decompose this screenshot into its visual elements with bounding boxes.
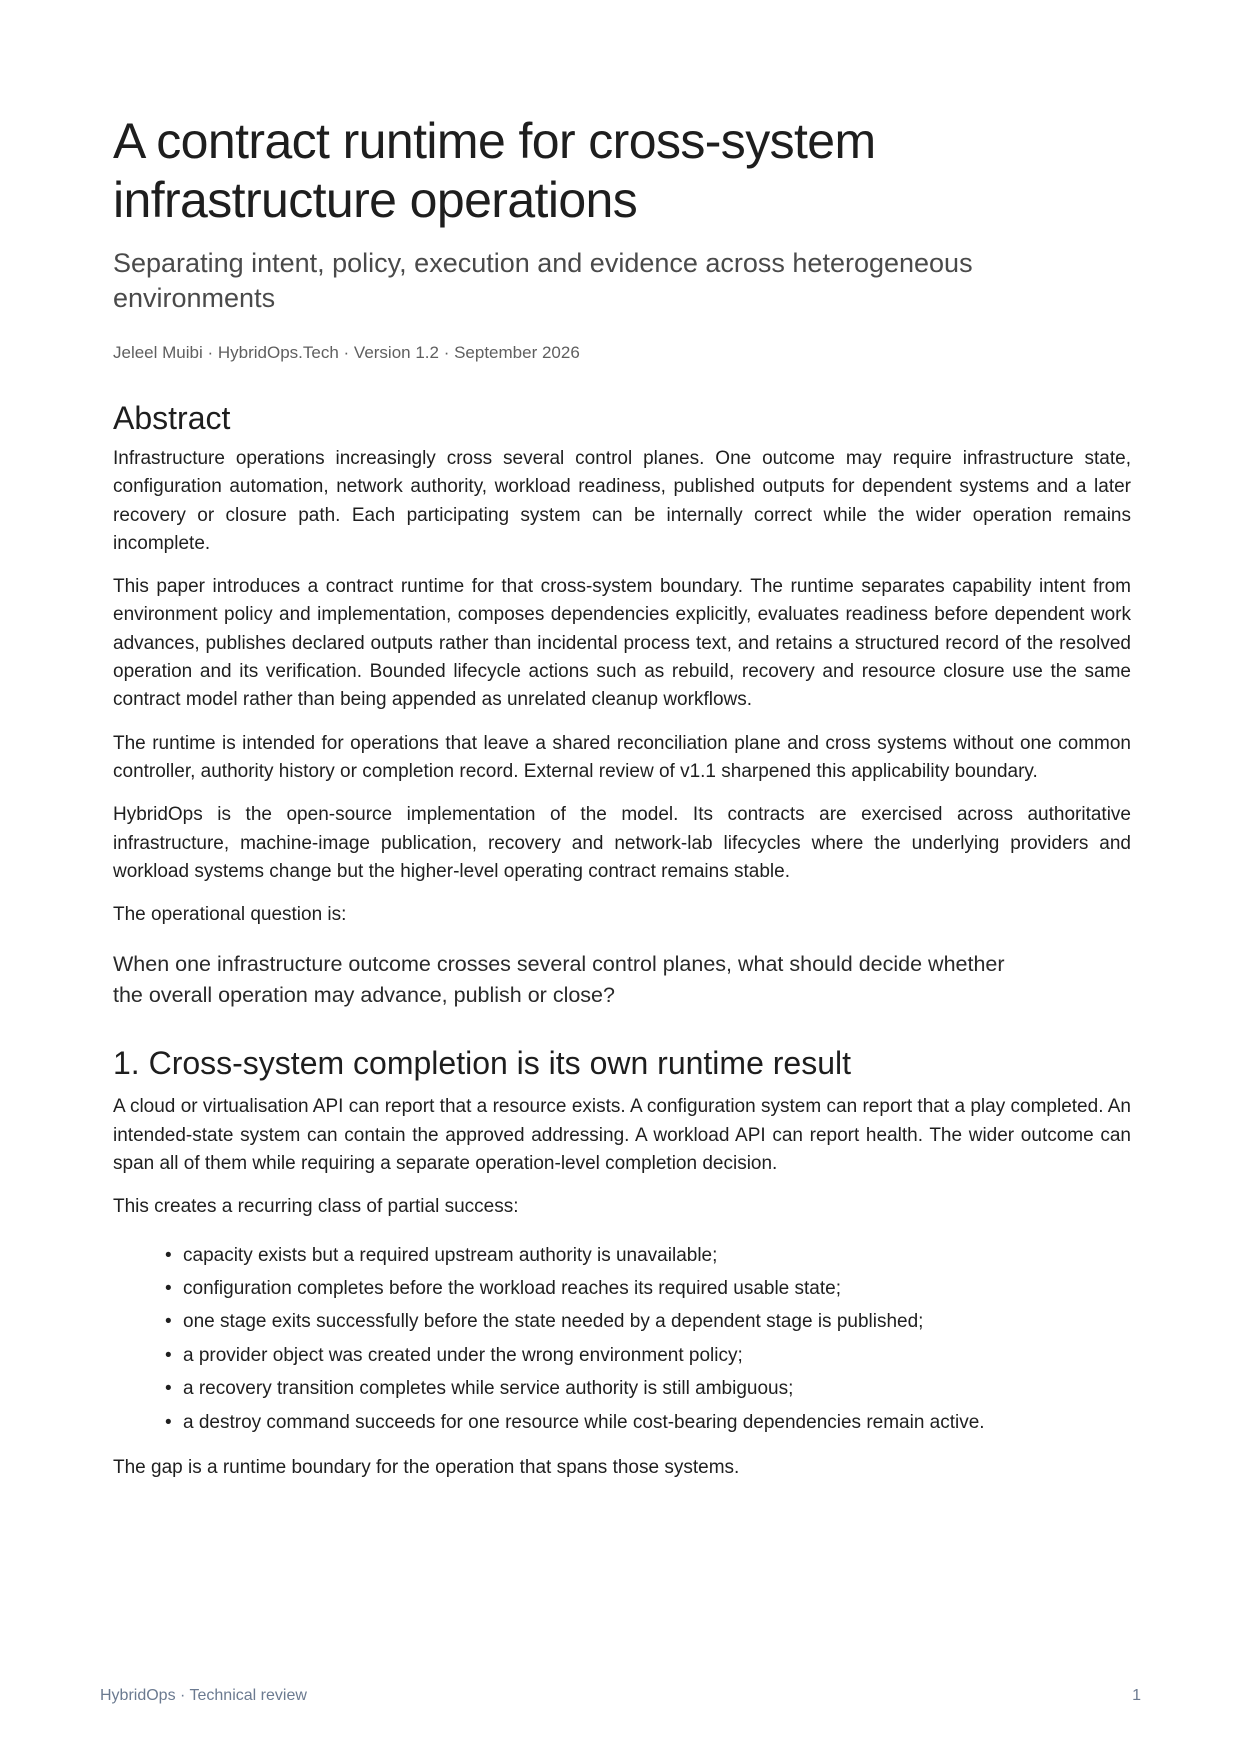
- list-item: • capacity exists but a required upstream authority is unavailable;: [165, 1239, 1131, 1272]
- footer-label: HybridOps · Technical review: [100, 1687, 307, 1704]
- document-subtitle: Separating intent, policy, execution and evidence across heterogeneous environments: [113, 248, 973, 313]
- section-1-heading: 1. Cross-system completion is its own runtime result: [113, 1045, 851, 1082]
- abstract-paragraph: Infrastructure operations increasingly cross several control planes. One outcome may require infrastructure state, configuration automation, network authority, workload readiness, published outputs for dependent systems and a later recovery or closure path. Each participating system can be internally correct while the wider operation remains incomplete.: [113, 448, 1131, 554]
- abstract-paragraph: HybridOps is the open-source implementation of the model. Its contracts are exercised across authoritative infrastructure, machine-image publication, recovery and network-lab lifecycles where the underlying providers and workload systems change but the higher-level operating contract remains stable.: [113, 804, 1131, 882]
- abstract-paragraph: This paper introduces a contract runtime for that cross-system boundary. The runtime separates capability intent from environment policy and implementation, composes dependencies explicitly, evaluates readiness before dependent work advances, publishes declared outputs rather than incidental process text, and retains a structured record of the resolved operation and its verification. Bounded lifecycle actions such as rebuild, recovery and resource closure use the same contract model rather than being appended as unrelated cleanup workflows.: [113, 576, 1131, 711]
- section-paragraph: This creates a recurring class of partial success:: [113, 1196, 519, 1218]
- abstract-paragraph: The runtime is intended for operations that leave a shared reconciliation plane and cross systems without one common controller, authority history or completion record. External review of v1.1 sharpened this applicability boundary.: [113, 732, 1131, 782]
- list-item: • a provider object was created under the wrong environment policy;: [165, 1339, 1131, 1372]
- list-item: • configuration completes before the workload reaches its required usable state;: [165, 1272, 1131, 1305]
- section-paragraph: A cloud or virtualisation API can report that a resource exists. A configuration system can report that a play completed. An intended-state system can contain the approved addressing. A workload API can report health. The wider outcome can span all of them while requiring a separate operation-level completion decision.: [113, 1096, 1131, 1175]
- question-line: the overall operation may advance, publish or close?: [113, 983, 615, 1008]
- page-footer: [100, 1687, 1141, 1705]
- list-item: • a destroy command succeeds for one resource while cost-bearing dependencies remain active.: [165, 1406, 1131, 1439]
- abstract-paragraph: The operational question is:: [113, 904, 347, 926]
- question-line: When one infrastructure outcome crosses several control planes, what should decide whether: [113, 952, 1005, 977]
- author-meta: Jeleel Muibi · HybridOps.Tech · Version 1.2 · September 2026: [113, 343, 580, 362]
- abstract-heading: Abstract: [113, 400, 231, 436]
- abstract-body: [113, 445, 1131, 929]
- document-title: A contract runtime for cross-system infrastructure operations: [113, 113, 876, 228]
- section-1-body: [113, 1093, 1131, 1221]
- list-item: • one stage exits successfully before the state needed by a dependent stage is published;: [165, 1305, 1131, 1338]
- page-number: 1: [1132, 1687, 1141, 1704]
- section-closing-paragraph: The gap is a runtime boundary for the operation that spans those systems.: [113, 1457, 740, 1479]
- operational-question: [113, 949, 1053, 1011]
- document-page: [113, 112, 1131, 1482]
- list-item: • a recovery transition completes while service authority is still ambiguous;: [165, 1372, 1131, 1405]
- partial-success-list: [113, 1239, 1131, 1439]
